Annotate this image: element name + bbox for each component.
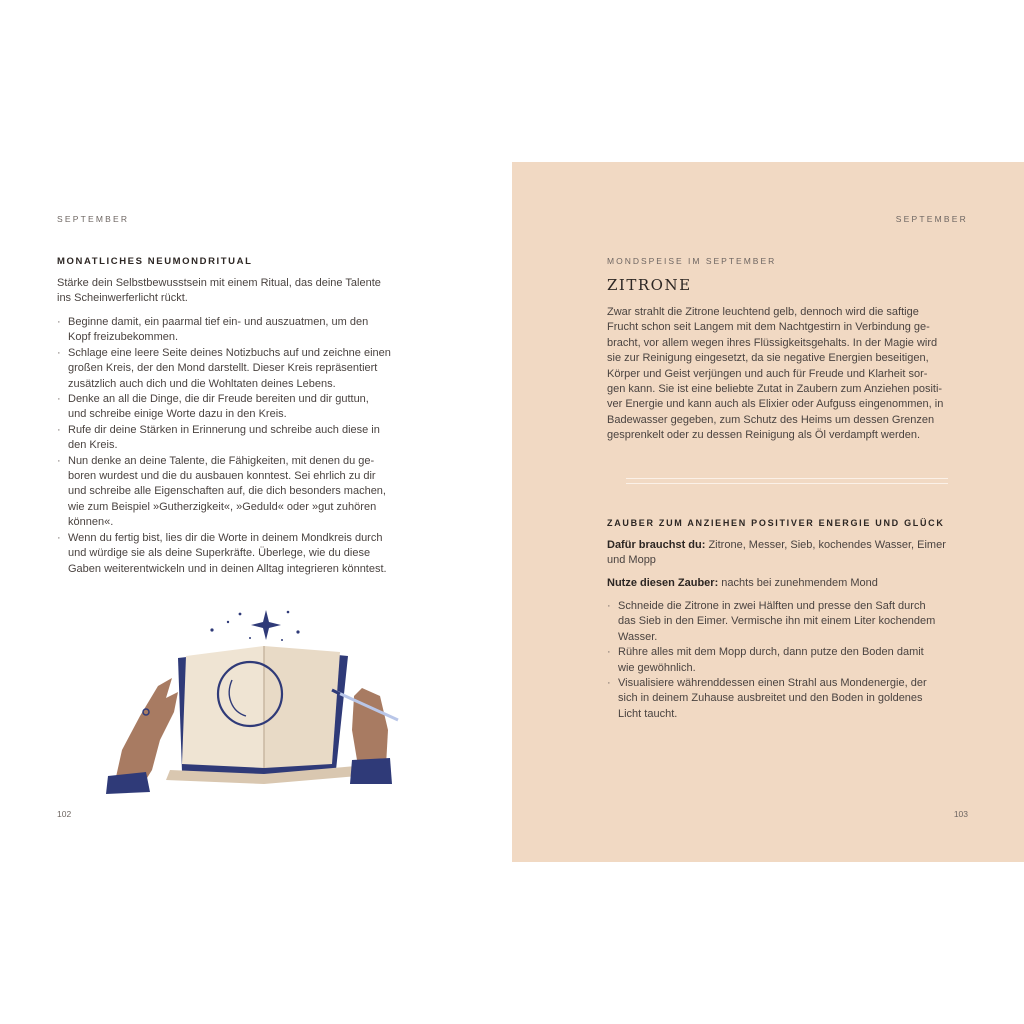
spell-steps-list — [607, 599, 977, 722]
right-page-number: 103 — [953, 809, 968, 819]
sparkle-star-icon — [210, 610, 299, 641]
list-item: · Schlage eine leere Seite deines Notizbuchs auf und zeichne einen großen Kreis, der den Mond darstellt. Dieser Kreis repräsentiert zusätzlich auch dich und die Wohltaten deines Lebens. — [57, 346, 427, 392]
spell-usage — [607, 576, 977, 591]
left-hand-icon — [106, 678, 178, 794]
list-item: · Rühre alles mit dem Mopp durch, dann putze den Boden damit wie gewöhnlich. — [607, 645, 977, 676]
list-item: · Rufe dir deine Stärken in Erinnerung und schreibe auch diese in den Kreis. — [57, 423, 427, 454]
right-kicker: MONDSPEISE IM SEPTEMBER — [607, 256, 777, 266]
open-notebook-icon — [166, 646, 358, 784]
notebook-illustration — [100, 600, 410, 795]
page-title: ZITRONE — [607, 276, 692, 294]
needs-label: Dafür brauchst du: — [607, 539, 706, 551]
use-label: Nutze diesen Zauber: — [607, 577, 719, 589]
list-item: · Schneide die Zitrone in zwei Hälften und presse den Saft durch das Sieb in den Eimer. Vermische ihn mit einem Liter kochendem Wasser. — [607, 599, 977, 645]
left-page-number: 102 — [57, 809, 72, 819]
list-item: · Beginne damit, ein paarmal tief ein- und auszuatmen, um den Kopf freizubekommen. — [57, 315, 427, 346]
list-item: · Visualisiere währenddessen einen Strahl aus Mondenergie, der sich in deinem Zuhause ausbreitet und den Boden in goldenes Licht taucht. — [607, 676, 977, 722]
use-text: nachts bei zunehmendem Mond — [718, 577, 878, 589]
spell-heading: ZAUBER ZUM ANZIEHEN POSITIVER ENERGIE UND GLÜCK — [607, 518, 945, 528]
left-ritual-list — [57, 315, 427, 577]
list-item: · Denke an all die Dinge, die dir Freude bereiten und dir guttun, und schreibe einige Worte dazu in den Kreis. — [57, 392, 427, 423]
spell-needs: Dafür brauchst du: Zitrone, Messer, Sieb, kochendes Wasser, Eimer und Mopp — [607, 539, 946, 567]
needs-text: Zitrone, Messer, Sieb, kochendes Wasser, Eimer — [705, 539, 946, 551]
list-item: · Nun denke an deine Talente, die Fähigkeiten, mit denen du ge- boren wurdest und die du ausbauen konntest. Sei ehrlich zu dir und schreibe alle Eigenschaften auf, die dich besonders machen, wie zum Beispiel »Gutherzigkeit«, »Geduld« oder »gut zuhören können«. — [57, 454, 427, 531]
left-heading: MONATLICHES NEUMONDRITUAL — [57, 256, 253, 267]
list-item: · Wenn du fertig bist, lies dir die Worte in deinem Mondkreis durch und würdige sie als deine Superkräfte. Überlege, wie du diese Gaben weiterentwickeln und in deinen Alltag integrieren könntest. — [57, 531, 427, 577]
section-divider — [626, 478, 948, 484]
right-running-head: SEPTEMBER — [895, 214, 968, 224]
left-running-head: SEPTEMBER — [57, 214, 130, 224]
lemon-paragraph: Zwar strahlt die Zitrone leuchtend gelb, dennoch wird die saftige Frucht schon seit Langem mit dem Nachtgestirn in Verbindung ge- bracht, vor allem wegen ihres Flüssigkeitsgehalts. In der Magie wird sie zur Reinigung eingesetzt, da sie negative Energien beseitigen, Körper und Geist verjüngen und auch für Freude und Klarheit sor- gen kann. Sie ist eine beliebte Zutat in Zaubern zum Anziehen positi- ver Energie und kann auch als Elixier oder Aufguss eingenommen, in Badewasser gegeben, zum Schutz des Heims um dessen Grenzen gesprenkelt oder zu dessen Reinigung als Öl verdampft werden. — [607, 306, 944, 442]
left-intro: Stärke dein Selbstbewusstsein mit einem Ritual, das deine Talente ins Scheinwerferlicht rückt. — [57, 277, 381, 305]
right-page-background — [512, 162, 1024, 862]
